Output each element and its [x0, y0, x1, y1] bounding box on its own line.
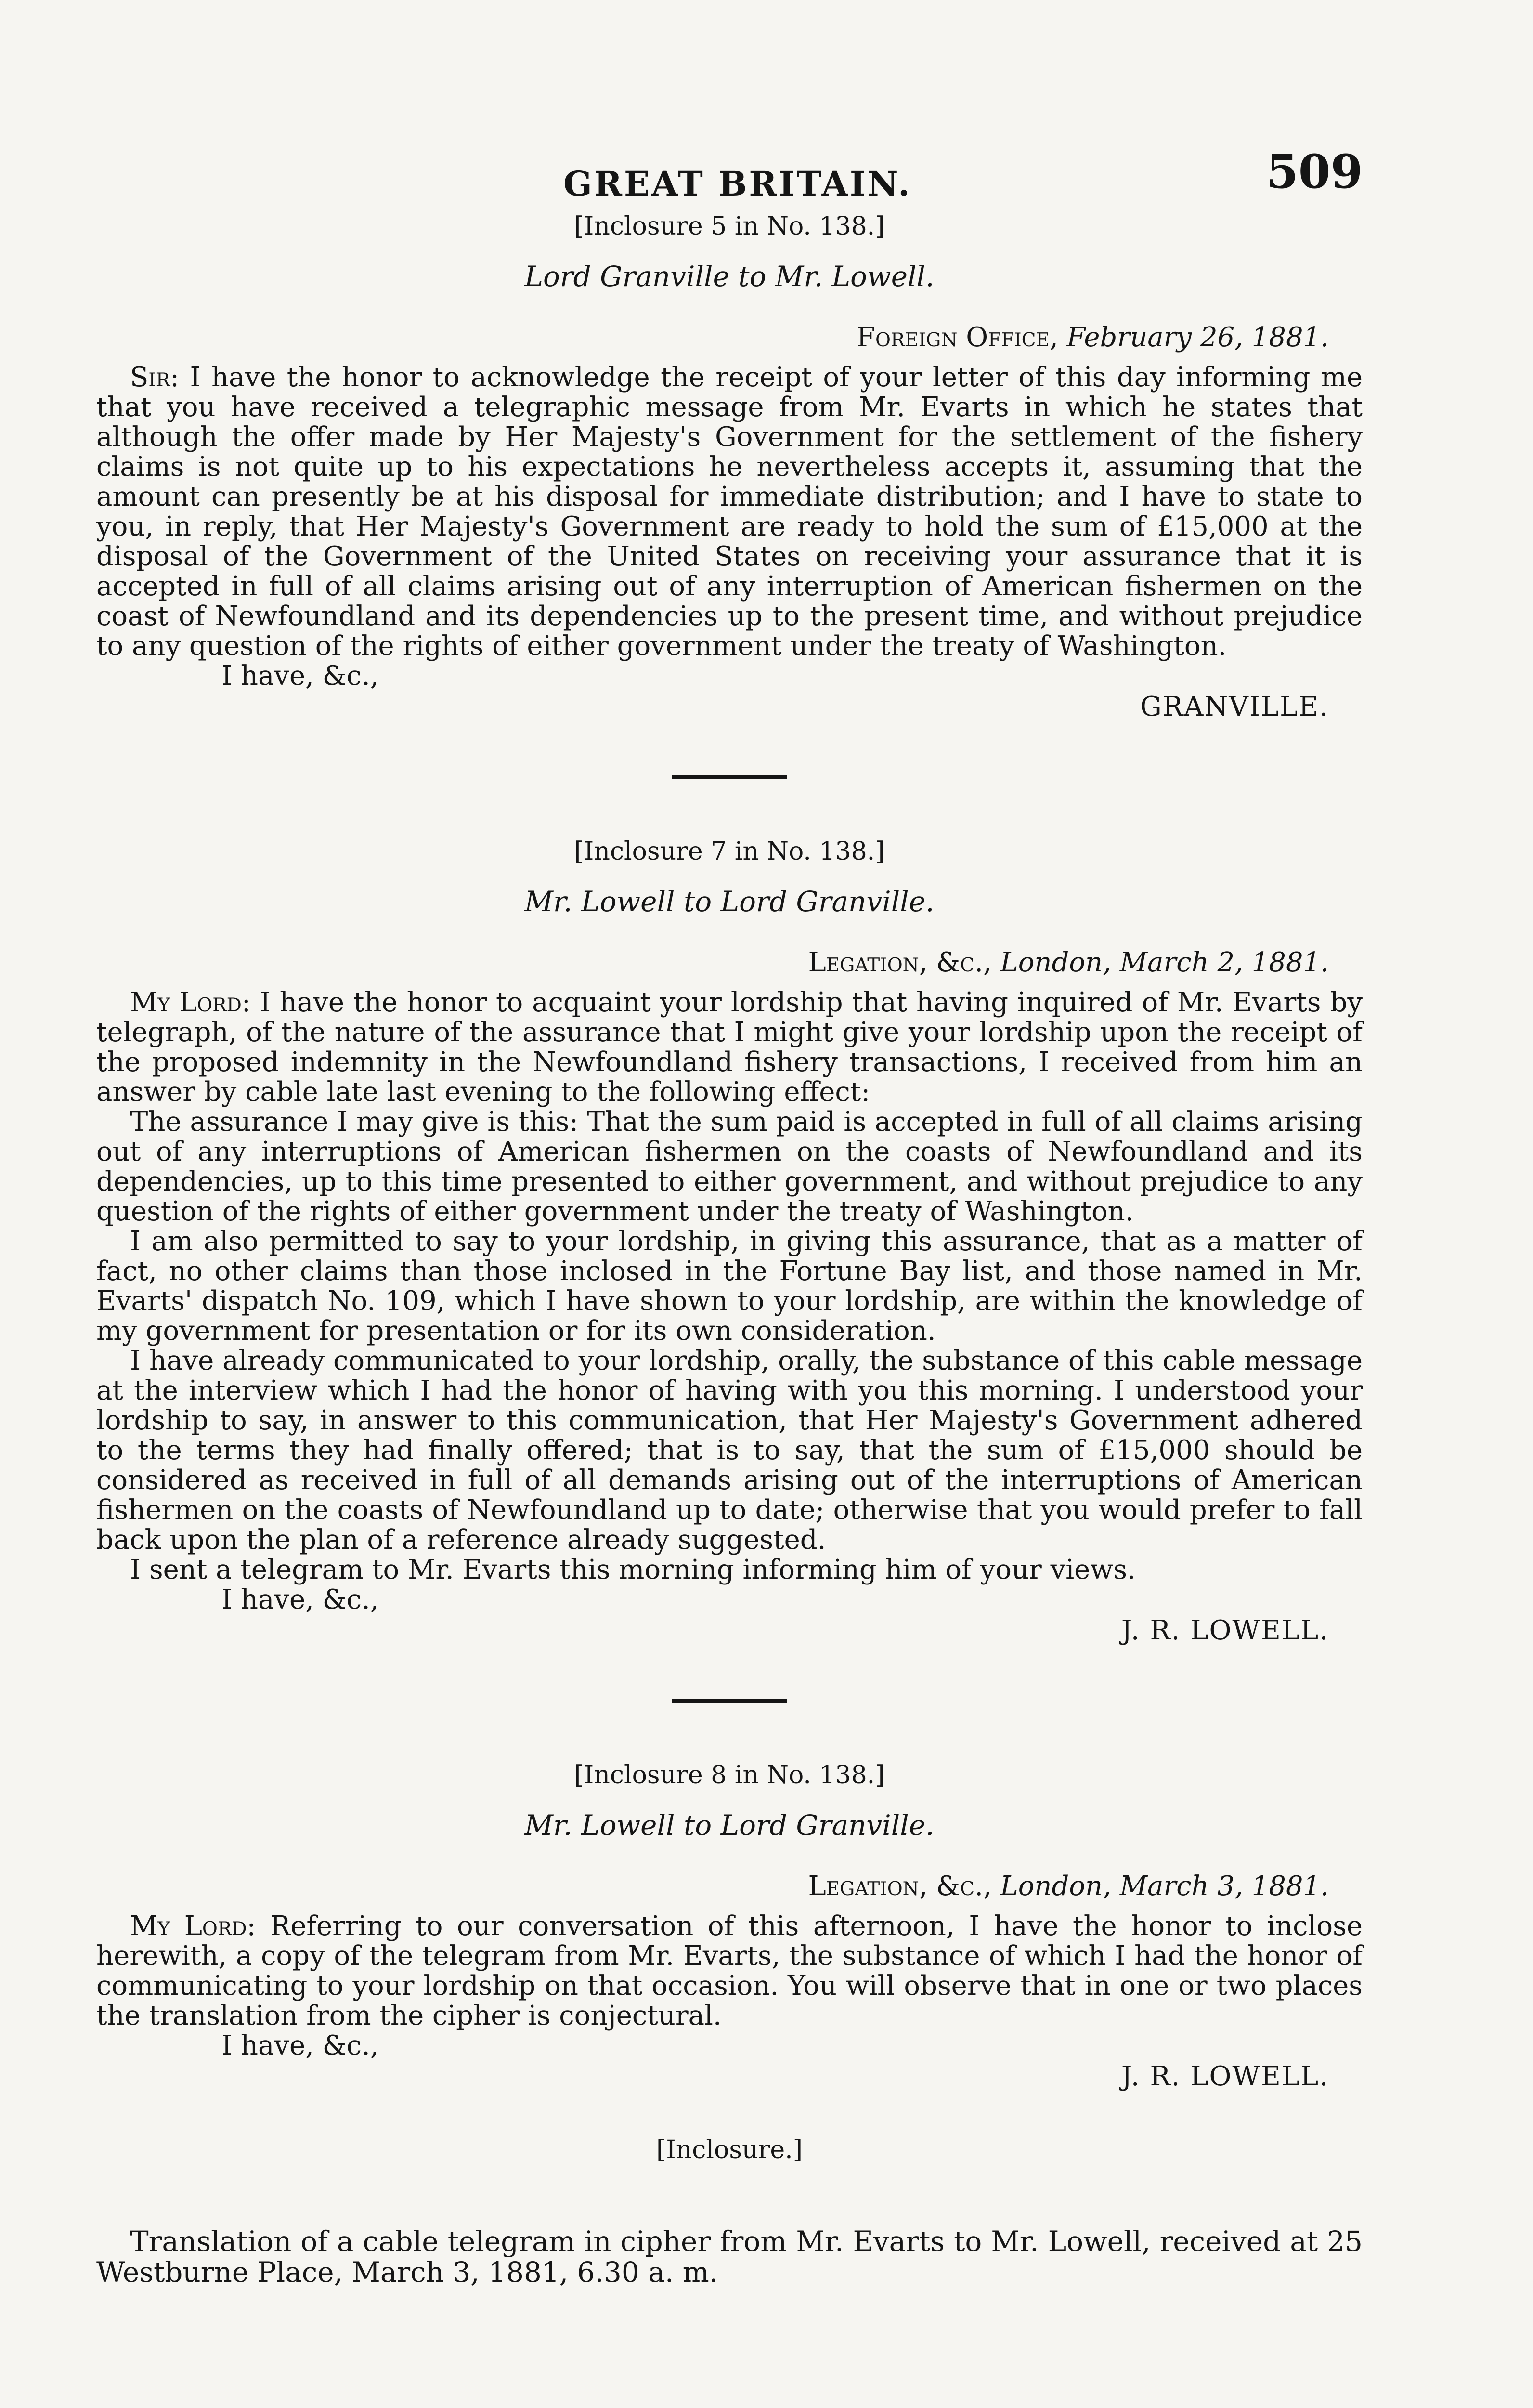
signature: J. R. LOWELL. [1121, 2061, 1329, 2092]
letter-paragraph [96, 1911, 1363, 2031]
paragraph-text: I have the honor to acquaint your lordship that having inquired of Mr. Evarts by telegraph, of the nature of the assurance that I might give your lordship upon the receipt of the proposed indemnity in the Newfoundland fishery transactions, I received from him an answer by cable late last evening to the following effect: [96, 987, 1363, 1108]
page-number: 509 [1266, 144, 1363, 199]
signature: GRANVILLE. [1140, 691, 1329, 722]
section-divider [672, 1699, 787, 1703]
dateline-date: February 26, 1881. [1066, 322, 1329, 353]
dateline-date: London, March 3, 1881. [1000, 1871, 1329, 1902]
dateline [96, 1871, 1329, 1902]
letter-title: Mr. Lowell to Lord Granville. [524, 1809, 935, 1842]
dateline-date: London, March 2, 1881. [1000, 947, 1329, 978]
letter-paragraph: I sent a telegram to Mr. Evarts this morning informing him of your views. [130, 1554, 1136, 1585]
running-head [0, 144, 1533, 202]
closing: I have, &c., [221, 1584, 379, 1615]
enclosure-section [96, 2135, 1363, 2288]
letter-granville-to-lowell [96, 212, 1363, 722]
paragraph-text: I have the honor to acknowledge the receipt of your letter of this day informing me that you have received a telegraphic message from Mr. Evarts in which he states that although the offer made by Her Majesty's Government for the settlement of the fishery claims is not quite up to his expectations he nevertheless accepts it, assuming that the amount can presently be at his disposal for immediate distribution; and I have to state to you, in reply, that Her Majesty's Government are ready to hold the sum of £15,000 at the disposal of the Government of the United States on receiving your assurance that it is accepted in full of all claims arising out of any interruption of American fishermen on the coast of Newfoundland and its dependencies up to the present time, and without prejudice to any question of the rights of either government under the treaty of Washington. [96, 362, 1363, 662]
letter-paragraph [96, 363, 1363, 661]
dateline-place: Foreign Office, [857, 322, 1058, 353]
enclosure-heading: [Inclosure.] [656, 2135, 803, 2164]
inclosure-heading: [Inclosure 5 in No. 138.] [574, 212, 885, 241]
letter-paragraph: The assurance I may give is this: That the sum paid is accepted in full of all claims arising out of any interruptions of American fishermen on the coasts of Newfoundland and its dependencies, up to this time presented to either government, and without prejudice to any question of the rights of either government under the treaty of Washington. [96, 1106, 1363, 1227]
letter-paragraph [96, 988, 1363, 1107]
page-content [96, 212, 1363, 2316]
paragraph-text: Referring to our conversation of this afternoon, I have the honor to inclose herewith, a copy of the telegram from Mr. Evarts, the substance of which I had the honor of communicating to your lordship on that occasion. You will observe that in one or two places the translation from the cipher is conjectural. [96, 1911, 1363, 2031]
letter-title: Mr. Lowell to Lord Granville. [524, 885, 935, 918]
closing: I have, &c., [221, 2030, 379, 2061]
letter-paragraph: I am also permitted to say to your lordship, in giving this assurance, that as a matter of fact, no other claims than those inclosed in the Fortune Bay list, and those named in Mr. Evarts' dispatch No. 109, which I have shown to your lordship, are within the knowledge of my government for presentation or for its own consideration. [96, 1226, 1363, 1347]
letter-title: Lord Granville to Mr. Lowell. [524, 260, 935, 293]
letter-lowell-to-granville-march-3 [96, 1761, 1363, 2092]
inclosure-heading: [Inclosure 8 in No. 138.] [574, 1761, 885, 1790]
closing: I have, &c., [221, 660, 379, 692]
letter-lowell-to-granville-march-2 [96, 837, 1363, 1646]
dateline-place: Legation, &c., [808, 1871, 992, 1902]
dateline [96, 947, 1329, 978]
running-title: GREAT BRITAIN. [563, 164, 912, 204]
dateline-place: Legation, &c., [808, 947, 992, 978]
section-divider [672, 775, 787, 779]
salutation: My Lord: [130, 987, 251, 1018]
telegram-title: Translation of a cable telegram in cipher from Mr. Evarts to Mr. Lowell, received at 25 Westburne Place, March 3, 1881, 6.30 a. m. [96, 2225, 1363, 2289]
letter-paragraph: I have already communicated to your lordship, orally, the substance of this cable message at the interview which I had the honor of having with you this morning. I understood your lordship to say, in answer to this communication, that Her Majesty's Government adhered to the terms they had finally offered; that is to say, that the sum of £15,000 should be considered as received in full of all demands arising out of the interruptions of American fishermen on the coasts of Newfoundland up to date; otherwise that you would prefer to fall back upon the plan of a reference already suggested. [96, 1345, 1363, 1556]
signature: J. R. LOWELL. [1121, 1615, 1329, 1646]
inclosure-heading: [Inclosure 7 in No. 138.] [574, 837, 885, 866]
salutation: My Lord: [130, 1911, 256, 1942]
salutation: Sir: [130, 362, 180, 393]
dateline [96, 322, 1329, 353]
